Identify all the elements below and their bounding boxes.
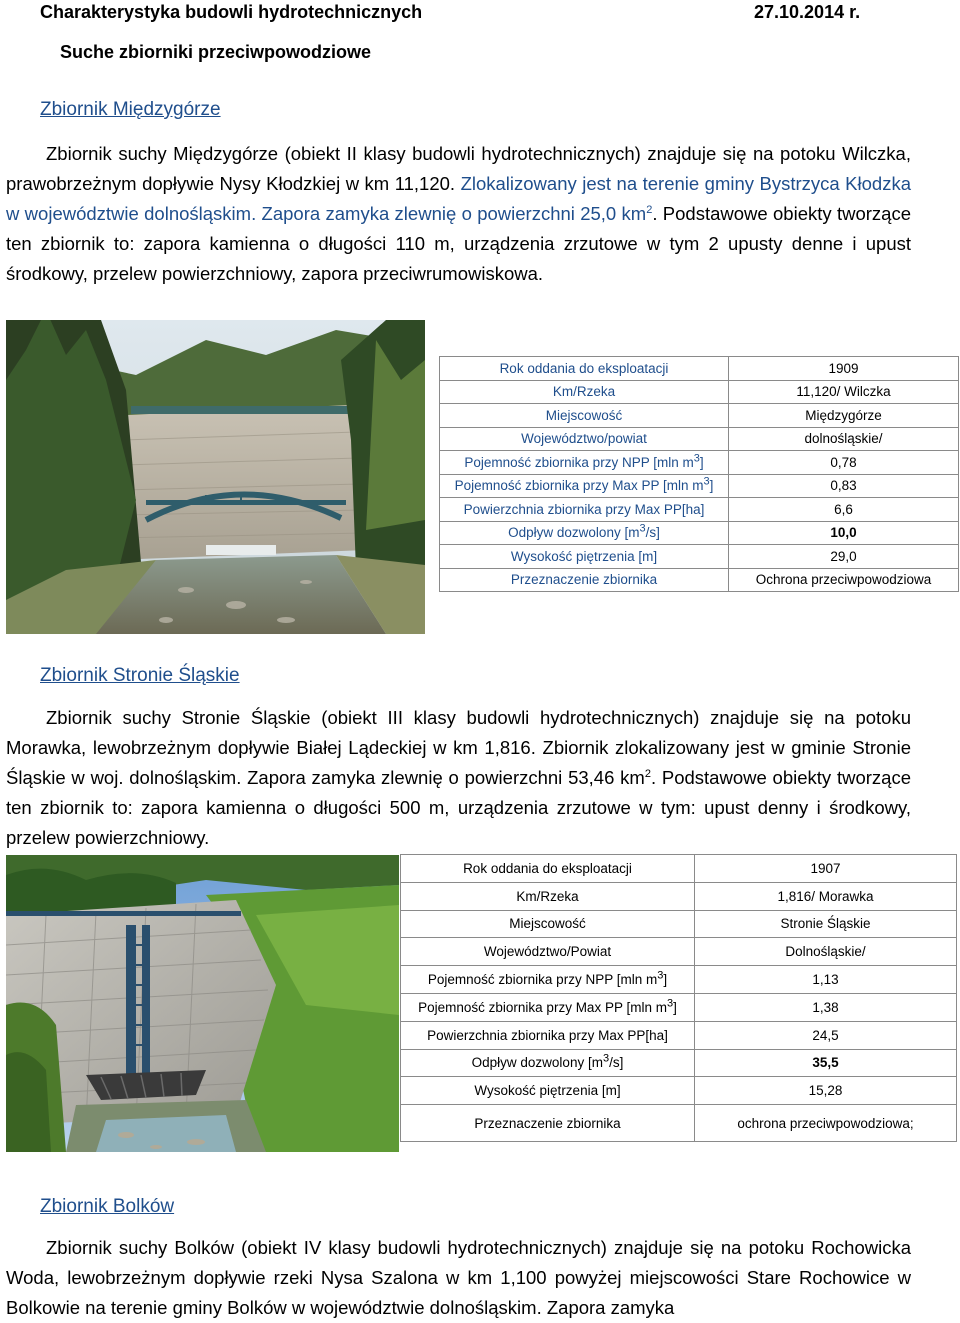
table-row: Km/Rzeka 1,816/ Morawka [401,882,957,910]
section-paragraph-bolkow: Zbiornik suchy Bolków (obiekt IV klasy budowli hydrotechnicznych) znajduje się na potoku Rochowicka Woda, lewobrzeżnym dopływie rzeki Nysa Szalona w km 1,100 powyżej miejscowości Stare Rochowice w Bolkowie na terenie gminy Bolków w województwie dolnośląskim. Zapora zamyka [6,1237,911,1318]
table-row: Pojemność zbiornika przy NPP [mln $m^3$] 1,13 [401,966,957,994]
table-row: Pojemność zbiornika przy Max PP [mln $m^3$] 1,38 [401,993,957,1021]
data-table-stronie [400,854,957,1142]
table-row: Województwo/Powiat Dolnośląskie/ [401,938,957,966]
section-heading-stronie[interactable]: Zbiornik Stronie Śląskie [40,665,240,686]
document-date: 27.10.2014 r. [754,2,861,22]
table-row: Pojemność zbiornika przy Max PP [mln $m^3$] 0,83 [440,474,959,498]
table-row: Rok oddania do eksploatacji 1907 [401,855,957,883]
table-row: Wysokość piętrzenia [m] 15,28 [401,1077,957,1105]
document-subtitle: Suche zbiorniki przeciwpowodziowe [60,42,372,62]
photo-miedzygorze-dam [6,320,425,634]
table-row: Miejscowość Stronie Śląskie [401,910,957,938]
section-paragraph-stronie: Zbiornik suchy Stronie Śląskie (obiekt III klasy budowli hydrotechnicznych) znajduje się na potoku Morawka, lewobrzeżnym dopływie Białej Lądeckiej w km 1,816. Zbiornik zlokalizowany jest w gminie Stronie Śląskie w woj. dolnośląskim. Zapora zamyka zlewnię o powierzchni 53,46 $km^2$. Podstawowe obiekty tworzące ten zbiornik to: zapora kamienna o długości 500 m, urządzenia zrzutowe w tym: upust denny i środkowy, przelew powierzchniowy. [6,707,911,848]
section-paragraph-miedzygorze: Zbiornik suchy Międzygórze (obiekt II klasy budowli hydrotechnicznych) znajduje się na potoku Wilczka, prawobrzeżnym dopływie Nysy Kłodzkiej w km 11,120. Zlokalizowany jest na terenie gminy Bystrzyca Kłodzka w województwie dolnośląskim. Zapora zamyka zlewnię o powierzchni 25,0 $km^2$. Podstawowe obiekty tworzące ten zbiornik to: zapora kamienna o długości 110 m, urządzenia zrzutowe w tym 2 upusty denne i upust środkowy, przelew powierzchniowy, zapora przeciwrumowiskowa. [6,143,911,284]
table-row: Odpływ dozwolony $[m^3/s]$ 35,5 [401,1049,957,1077]
table-row: Odpływ dozwolony $[m^3/s]$ 10,0 [440,521,959,545]
table-row: Wysokość piętrzenia [m] 29,0 [440,545,959,569]
table-row: Pojemność zbiornika przy NPP [mln $m^3$] 0,78 [440,451,959,475]
section-heading-bolkow[interactable]: Zbiornik Bolków [40,1196,175,1217]
section-heading-miedzygorze[interactable]: Zbiornik Międzygórze [40,99,221,120]
table-row: Miejscowość Międzygórze [440,404,959,428]
data-table-miedzygorze [439,356,959,592]
table-row: Rok oddania do eksploatacji 1909 [440,357,959,381]
table-row: Przeznaczenie zbiornika Ochrona przeciwpowodziowa [440,568,959,592]
table-row: Województwo/powiat dolnośląskie/ [440,427,959,451]
table-row: Przeznaczenie zbiornika ochrona przeciwpowodziowa; [401,1105,957,1142]
table-row: Powierzchnia zbiornika przy Max PP[ha] 24,5 [401,1021,957,1049]
table-row: Km/Rzeka 11,120/ Wilczka [440,380,959,404]
document-title: Charakterystyka budowli hydrotechnicznych [40,2,423,22]
table-row: Powierzchnia zbiornika przy Max PP[ha] 6,6 [440,498,959,522]
photo-stronie-dam [6,855,399,1152]
